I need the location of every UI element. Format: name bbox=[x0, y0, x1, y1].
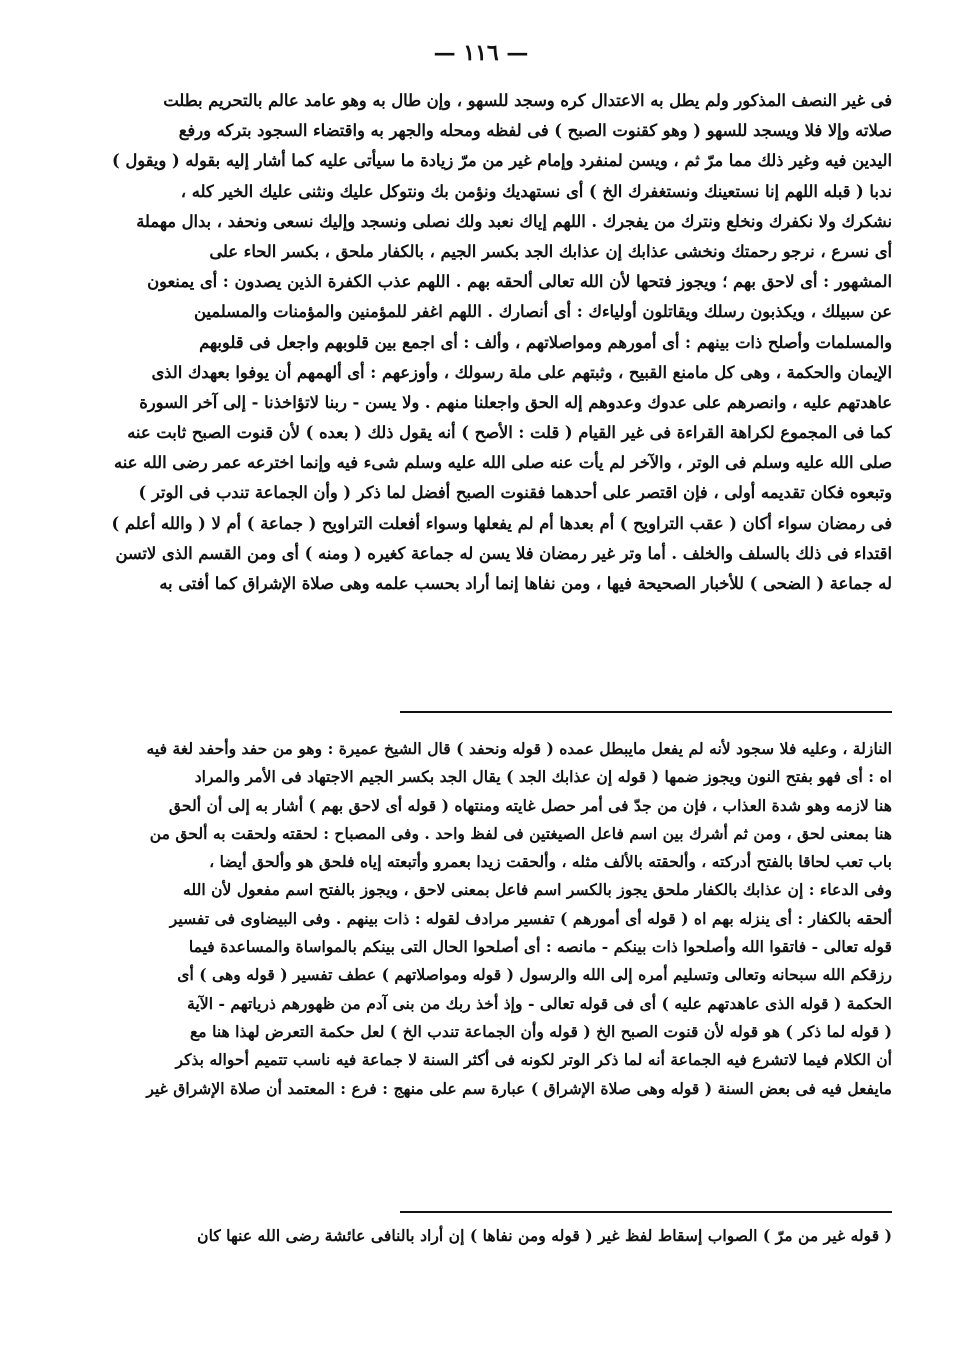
commentary-line: ألحقه بالكفار : أى ينزله بهم اه ( قوله أى أمورهم ) تفسير مرادف لقوله : ذات بينهم . وفى البيضاوى فى تفسير bbox=[169, 908, 892, 928]
main-line: اليدين فيه وغير ذلك مما مرّ ثم ، ويسن لمنفرد وإمام غير من مرّ زيادة ما سيأتى عليه كما أشار إليه بقوله ( ويقول ) bbox=[112, 151, 892, 171]
main-line: المشهور : أى لاحق بهم ؛ ويجوز فتحها لأن الله تعالى ألحقه بهم . اللهم عذب الكفرة الذين يصدون : أى يمنعون bbox=[147, 272, 892, 292]
commentary-line: أن الكلام فيما لاتشرع فيه الجماعة أنه لما ذكر الوتر لكونه فى أكثر السنة لا جماعة فيه ناسب تتميم أحواله بذكر bbox=[175, 1050, 892, 1070]
commentary-line: ( قوله لما ذكر ) هو قوله لأن قنوت الصبح الخ ( قوله وأن الجماعة تندب الخ ) لعل حكمة التعرض لهذا هنا مع bbox=[189, 1021, 892, 1041]
commentary-line: النازلة ، وعليه فلا سجود لأنه لم يفعل مايبطل عمده ( قوله ونحفد ) قال الشيخ عميرة : وهو من حفد وأحفد لغة فيه bbox=[146, 739, 892, 758]
main-line: ندبا ( قبله اللهم إنا نستعينك ونستغفرك الخ ) أى نستهديك ونؤمن بك ونتوكل عليك ونثنى عليك الخير كله ، bbox=[180, 181, 892, 201]
commentary-line: قوله تعالى - فاتقوا الله وأصلحوا ذات بينكم - مانصه : أى أصلحوا الحال التى بينكم بالمواساة والمساعدة فيما bbox=[188, 937, 892, 957]
main-line: عاهدتهم عليه ، وانصرهم على عدوك وعدوهم إله الحق واجعلنا منهم . ولا يسن - ربنا لاتؤاخذنا - إلى آخر السورة bbox=[139, 392, 892, 412]
page-number: — ١١٦ — bbox=[433, 40, 529, 66]
main-line: كما فى المجموع لكراهة القراءة فى غير القيام ( قلت : الأصح ) أنه يقول ذلك ( بعده ) لأن قنوت الصبح ثابت عنه bbox=[127, 423, 892, 443]
main-line: والمسلمات وأصلح ذات بينهم : أى أمورهم ومواصلاتهم ، وألف : أى اجمع بين قلوبهم واجعل فى قلوبهم bbox=[199, 332, 892, 352]
footnote-divider bbox=[400, 1211, 892, 1213]
commentary-line: اه : أى فهو بفتح النون ويجوز ضمها ( قوله إن عذابك الجد ) يقال الجد بكسر الجيم الاجتهاد فى الأمر والمراد bbox=[194, 767, 892, 787]
main-line: عن سبيلك ، ويكذبون رسلك ويقاتلون أولياءك : أى أنصارك . اللهم اغفر للمؤمنين والمؤمنات والمسلمين bbox=[193, 302, 892, 322]
main-line: الإيمان والحكمة ، وهى كل مامنع القبيح ، وثبتهم على ملة رسولك ، وأوزعهم : أى ألهمهم أن يوفوا بعهدك الذى bbox=[151, 362, 892, 382]
commentary-line: وفى الدعاء : إن عذابك بالكفار ملحق يجوز بالكسر اسم فاعل بمعنى لاحق ، ويجوز بالفتح اسم مفعول لأن الله bbox=[183, 880, 892, 900]
main-line: فى رمضان سواء أكان ( عقب التراويح ) أم بعدها أم لم يفعلها وسواء أفعلت التراويح ( جماعة ) أم لا ( والله أعلم ) bbox=[111, 513, 892, 533]
main-line: صلى الله عليه وسلم فى الوتر ، والآخر لم يأت عنه صلى الله عليه وسلم شىء فيه وإنما اخترعه عمر رضى الله عنه bbox=[114, 453, 892, 473]
main-text bbox=[92, 86, 892, 599]
main-line: اقتداء فى ذلك بالسلف والخلف . أما وتر غير رمضان فلا يسن له جماعة كغيره ( ومنه ) أى ومن القسم الذى لاتسن bbox=[115, 543, 892, 563]
main-line: له جماعة ( الضحى ) للأخبار الصحيحة فيها ، ومن نفاها إنما أراد بحسب علمه وهى صلاة الإشراق كما أفتى به bbox=[159, 574, 892, 593]
commentary-line: هنا لازمه وهو شدة العذاب ، فإن من جدّ فى أمر حصل غايته ومنتهاه ( قوله أى لاحق بهم ) أشار به إلى أن ألحق bbox=[168, 795, 892, 815]
commentary-text bbox=[92, 735, 892, 1103]
commentary-line: هنا بمعنى لحق ، ومن ثم أشرك بين اسم فاعل الصيغتين فى لفظ واحد . وفى المصباح : لحقته ولحقت به ألحق من bbox=[149, 823, 892, 843]
main-line: وتبعوه فكان تقديمه أولى ، فإن اقتصر على أحدهما فقنوت الصبح أفضل لما ذكر ( وأن الجماعة تندب فى الوتر ) bbox=[138, 483, 892, 503]
main-line: أى نسرع ، نرجو رحمتك ونخشى عذابك إن عذابك الجد بكسر الجيم ، بالكفار ملحق ، بكسر الحاء على bbox=[209, 241, 892, 261]
commentary-line: رزقكم الله سبحانه وتعالى وتسليم أمره إلى الله والرسول ( قوله ومواصلاتهم ) عطف تفسير ( قوله وهى ) أى bbox=[177, 965, 892, 985]
commentary-line: باب تعب لحاقا بالفتح أدركته ، وألحقته بالألف مثله ، وألحقت زيدا بعمرو وأتبعته إياه فلحق هو وألحق أيضا ، bbox=[209, 852, 892, 872]
section-divider bbox=[400, 711, 892, 713]
commentary-line: مايفعل فيه فى بعض السنة ( قوله وهى صلاة الإشراق ) عبارة سم على منهج : فرع : المعتمد أن صلاة الإشراق غير bbox=[146, 1078, 892, 1098]
main-line: فى غير النصف المذكور ولم يطل به الاعتدال كره وسجد للسهو ، وإن طال به وهو عامد عالم بالتحريم بطلت bbox=[163, 91, 892, 110]
footnote-text bbox=[92, 1222, 892, 1250]
main-line: نشكرك ولا نكفرك ونخلع ونترك من يفجرك . اللهم إياك نعبد ولك نصلى ونسجد وإليك نسعى ونحفد ، بدال مهملة bbox=[136, 211, 892, 231]
commentary-line: الحكمة ( قوله الذى عاهدتهم عليه ) أى فى قوله تعالى - وإذ أخذ ربك من بنى آدم من ظهورهم ذرياتهم - الآية bbox=[187, 993, 892, 1013]
footnote-line: ( قوله غير من مرّ ) الصواب إسقاط لفظ غير ( قوله ومن نفاها ) إن أراد بالنافى عائشة رضى الله عنها كان bbox=[197, 1226, 892, 1245]
main-line: صلاته وإلا فلا ويسجد للسهو ( وهو كقنوت الصبح ) فى لفظه ومحله والجهر به واقتضاء السجود بتركه ورفع bbox=[178, 121, 892, 141]
